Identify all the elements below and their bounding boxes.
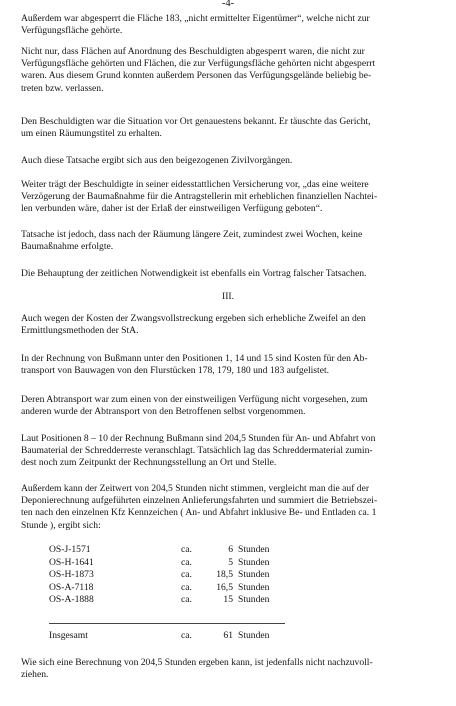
paragraph bbox=[21, 155, 445, 167]
text-line: Verfügungsfläche gehörten und Flächen, die zur Verfügungsfläche gehörten nicht abgesperrt bbox=[21, 58, 376, 70]
approx-label: ca. bbox=[181, 594, 192, 606]
text-line: Deponierechnung aufgeführten einzelnen Anlieferungsfahrten und summiert die Betriebszei- bbox=[21, 495, 378, 507]
text-line: Verfügungsfläche gehörte. bbox=[21, 25, 123, 37]
hours-unit: Stunden bbox=[238, 581, 270, 593]
paragraph bbox=[21, 229, 445, 253]
paragraph bbox=[21, 394, 445, 418]
approx-label: ca. bbox=[181, 630, 192, 641]
approx-label: ca. bbox=[181, 569, 192, 581]
text-line: dest noch zum Zeitpunkt der Rechnungsstellung an Ort und Stelle. bbox=[21, 457, 277, 469]
vehicle-plate: OS-A-7118 bbox=[49, 581, 94, 593]
text-line: anderen wurde der Abtransport von den Betroffenen selbst vorgenommen. bbox=[21, 406, 306, 418]
text-line: Außerdem kann der Zeitwert von 204,5 Stunden nicht stimmen, vergleicht man die auf der bbox=[21, 483, 370, 494]
approx-label: ca. bbox=[181, 556, 192, 568]
hours-unit: Stunden bbox=[238, 569, 270, 581]
text-line: Deren Abtransport war zum einen von der einstweiligen Verfügung nicht vorgesehen, zum bbox=[21, 394, 368, 405]
paragraph bbox=[21, 179, 445, 216]
paragraph bbox=[21, 433, 445, 470]
approx-label: ca. bbox=[181, 581, 192, 593]
hours-unit: Stunden bbox=[238, 630, 270, 641]
text-line: ten nach den einzelnen Kfz Kennzeichen ( An- und Abfahrt inklusive Be- und Entladen ca. 1 bbox=[21, 507, 377, 519]
paragraph bbox=[21, 353, 445, 377]
text-line: Außerdem war abgesperrt die Fläche 183, „nicht ermittelter Eigentümer“, welche nicht zur bbox=[21, 13, 370, 24]
hours-unit: Stunden bbox=[238, 594, 270, 606]
text-line: Nicht nur, dass Flächen auf Anordnung des Beschuldigten abgesperrt waren, die nicht zur bbox=[21, 46, 365, 57]
total-hours-value: 61 bbox=[223, 630, 233, 641]
text-line: Wie sich eine Berechnung von 204,5 Stunden ergeben kann, ist jedenfalls nicht nachzuvoll- bbox=[21, 657, 373, 668]
text-line: Ermittlungsmethoden der StA. bbox=[21, 325, 139, 337]
text-line: Die Behauptung der zeitlichen Notwendigkeit ist ebenfalls ein Vortrag falscher Tatsachen. bbox=[21, 268, 367, 279]
text-line: Weiter trägt der Beschuldigte in seiner eidesstattlichen Versicherung vor, „das eine weitere bbox=[21, 179, 369, 190]
hours-value: 16,5 bbox=[216, 581, 233, 593]
text-line: Auch diese Tatsache ergibt sich aus den beigezogenen Zivilvorgängen. bbox=[21, 155, 293, 166]
hours-value: 5 bbox=[228, 556, 233, 568]
text-line: Stunde ), ergibt sich: bbox=[21, 519, 101, 531]
table-divider bbox=[49, 623, 285, 624]
text-line: transport von Bauwagen von den Flurstücken 178, 179, 180 und 183 aufgelistet. bbox=[21, 365, 330, 377]
paragraph bbox=[21, 116, 445, 140]
text-line: len verbunden wäre, daher ist der Erlaß der einstweiligen Verfügung geboten“. bbox=[21, 203, 323, 215]
paragraph bbox=[21, 657, 445, 681]
text-line: um einen Räumungstitel zu erhalten. bbox=[21, 128, 162, 140]
vehicle-plate: OS-H-1873 bbox=[49, 569, 94, 581]
text-line: In der Rechnung von Bußmann unter den Positionen 1, 14 und 15 sind Kosten für den Ab- bbox=[21, 353, 368, 364]
paragraph bbox=[21, 313, 445, 337]
text-line: Baumaßnahme erfolgte. bbox=[21, 241, 114, 253]
hours-unit: Stunden bbox=[238, 544, 270, 555]
total-label: Insgesamt bbox=[49, 630, 88, 641]
paragraph bbox=[21, 268, 445, 280]
vehicle-plate: OS-A-1888 bbox=[49, 594, 94, 606]
text-line: Tatsache ist jedoch, dass nach der Räumung längere Zeit, zumindest zwei Wochen, keine bbox=[21, 229, 363, 240]
table-total-row bbox=[49, 630, 349, 643]
paragraph bbox=[21, 13, 445, 37]
text-line: waren. Aus diesem Grund konnten außerdem Personen das Verfügungsgelände beliebig be- bbox=[21, 70, 372, 82]
text-line: Auch wegen der Kosten der Zwangsvollstreckung ergeben sich erhebliche Zweifel an den bbox=[21, 313, 366, 324]
paragraph bbox=[21, 46, 445, 95]
hours-unit: Stunden bbox=[238, 556, 270, 568]
hours-value: 18,5 bbox=[216, 569, 233, 581]
hours-value: 15 bbox=[223, 594, 233, 606]
paragraph bbox=[21, 483, 445, 532]
section-heading: III. bbox=[222, 291, 234, 302]
text-line: Den Beschuldigten war die Situation vor Ort genauestens bekannt. Er täuschte das Gericht, bbox=[21, 116, 371, 127]
text-line: Laut Positionen 8 – 10 der Rechnung Bußmann sind 204,5 Stunden für An- und Abfahrt von bbox=[21, 433, 376, 444]
vehicle-plate: OS-J-1571 bbox=[49, 544, 91, 555]
text-line: Verzögerung der Baumaßnahme für die Antragstellerin mit erheblichen finanziellen Nachtei- bbox=[21, 191, 378, 203]
approx-label: ca. bbox=[181, 544, 192, 555]
hours-value: 6 bbox=[228, 544, 233, 555]
text-line: treten bzw. verlassen. bbox=[21, 82, 104, 94]
page-number: -4- bbox=[221, 0, 235, 9]
text-line: ziehen. bbox=[21, 669, 49, 681]
text-line: Baumaterial der Schredderreste veranschlagt. Tatsächlich lag das Schreddermaterial zumin- bbox=[21, 445, 373, 457]
vehicle-plate: OS-H-1641 bbox=[49, 556, 94, 568]
